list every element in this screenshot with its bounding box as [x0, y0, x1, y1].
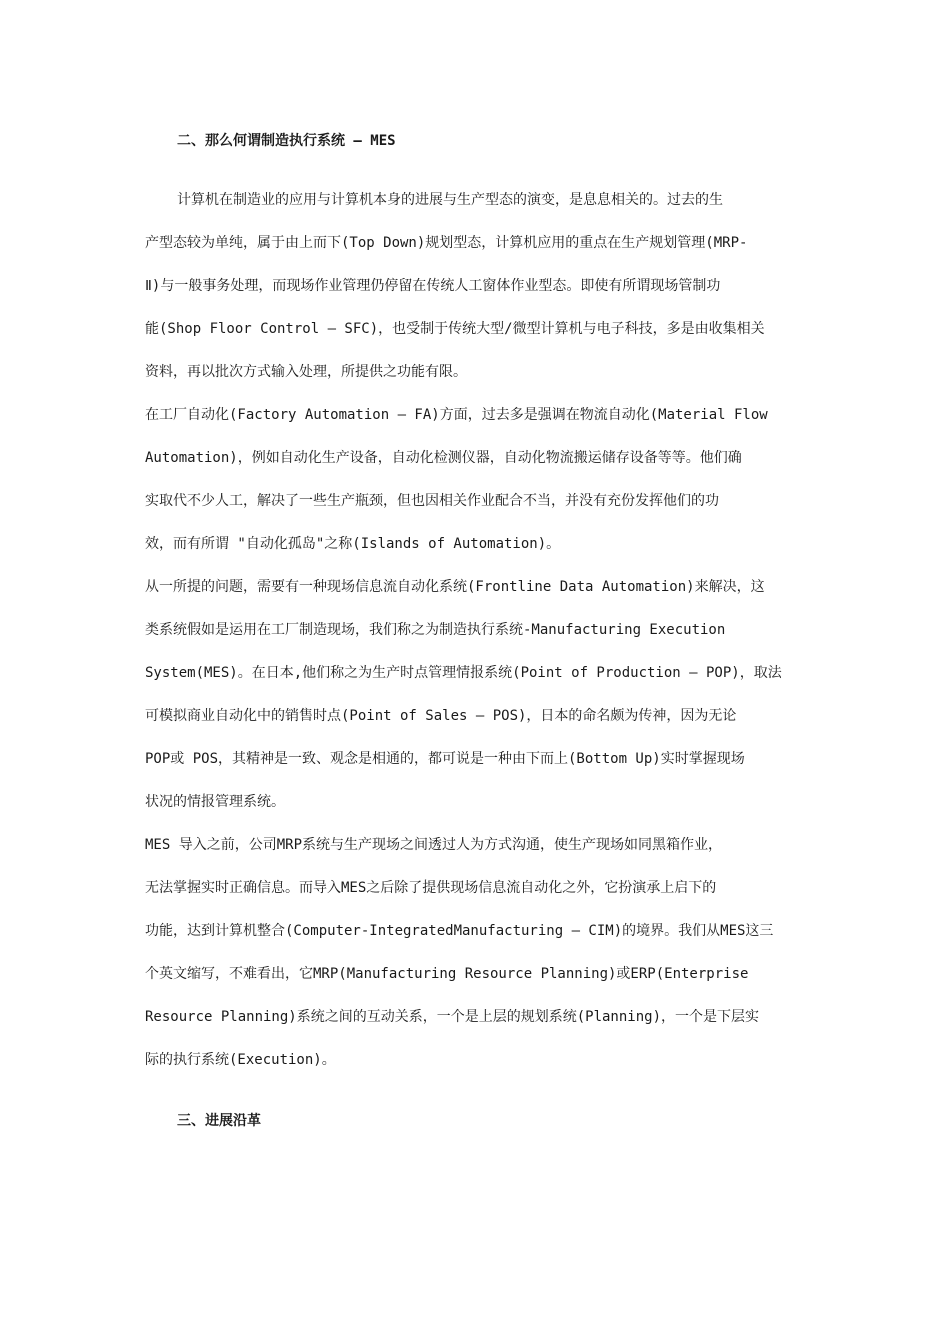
paragraph-line: 状况的情报管理系统。	[145, 794, 285, 810]
paragraph-line: 效，而有所谓 "自动化孤岛"之称(Islands of Automation)。	[145, 536, 561, 552]
paragraph-line: Ⅱ)与一般事务处理，而现场作业管理仍停留在传统人工窗体作业型态。即使有所谓现场管制功	[145, 278, 721, 294]
paragraph-line: Resource Planning)系统之间的互动关系，一个是上层的规划系统(Planning)，一个是下层实	[145, 1009, 760, 1025]
paragraph-line: 资料，再以批次方式输入处理，所提供之功能有限。	[145, 364, 467, 380]
section-heading-history: 三、进展沿革	[177, 1113, 261, 1129]
section-heading-mes: 二、那么何谓制造执行系统 – MES	[177, 133, 396, 149]
paragraph-line: 计算机在制造业的应用与计算机本身的进展与生产型态的演变，是息息相关的。过去的生	[177, 192, 723, 208]
paragraph-line: 能(Shop Floor Control – SFC)，也受制于传统大型/微型计算机与电子科技，多是由收集相关	[145, 321, 765, 337]
paragraph-line: 从一所提的问题，需要有一种现场信息流自动化系统(Frontline Data Automation)来解决，这	[145, 579, 765, 595]
paragraph-line: 个英文缩写，不难看出，它MRP(Manufacturing Resource Planning)或ERP(Enterprise	[145, 966, 749, 982]
paragraph-line: 可模拟商业自动化中的销售时点(Point of Sales – POS)，日本的命名颇为传神，因为无论	[145, 708, 737, 724]
paragraph-line: 际的执行系统(Execution)。	[145, 1052, 336, 1068]
paragraph-line: 在工厂自动化(Factory Automation – FA)方面，过去多是强调在物流自动化(Material Flow	[145, 407, 768, 423]
paragraph-line: Automation)，例如自动化生产设备，自动化检测仪器，自动化物流搬运储存设备等等。他们确	[145, 450, 742, 466]
paragraph-line: System(MES)。在日本,他们称之为生产时点管理情报系统(Point of Production – POP)，取法	[145, 665, 782, 681]
body-text	[145, 186, 810, 1089]
paragraph-line: 产型态较为单纯，属于由上而下(Top Down)规划型态，计算机应用的重点在生产规划管理(MRP-	[145, 235, 748, 251]
paragraph-line: MES 导入之前，公司MRP系统与生产现场之间透过人为方式沟通，使生产现场如同黑箱作业，	[145, 837, 722, 853]
paragraph-line: 无法掌握实时正确信息。而导入MES之后除了提供现场信息流自动化之外，它扮演承上启下的	[145, 880, 717, 896]
paragraph-line: 实取代不少人工，解决了一些生产瓶颈，但也因相关作业配合不当，并没有充份发挥他们的功	[145, 493, 719, 509]
paragraph-line: POP或 POS，其精神是一致、观念是相通的，都可说是一种由下而上(Bottom Up)实时掌握现场	[145, 751, 745, 767]
paragraph-line: 功能，达到计算机整合(Computer-IntegratedManufacturing – CIM)的境界。我们从MES这三	[145, 923, 774, 939]
paragraph-line: 类系统假如是运用在工厂制造现场，我们称之为制造执行系统-Manufacturing Execution	[145, 622, 726, 638]
